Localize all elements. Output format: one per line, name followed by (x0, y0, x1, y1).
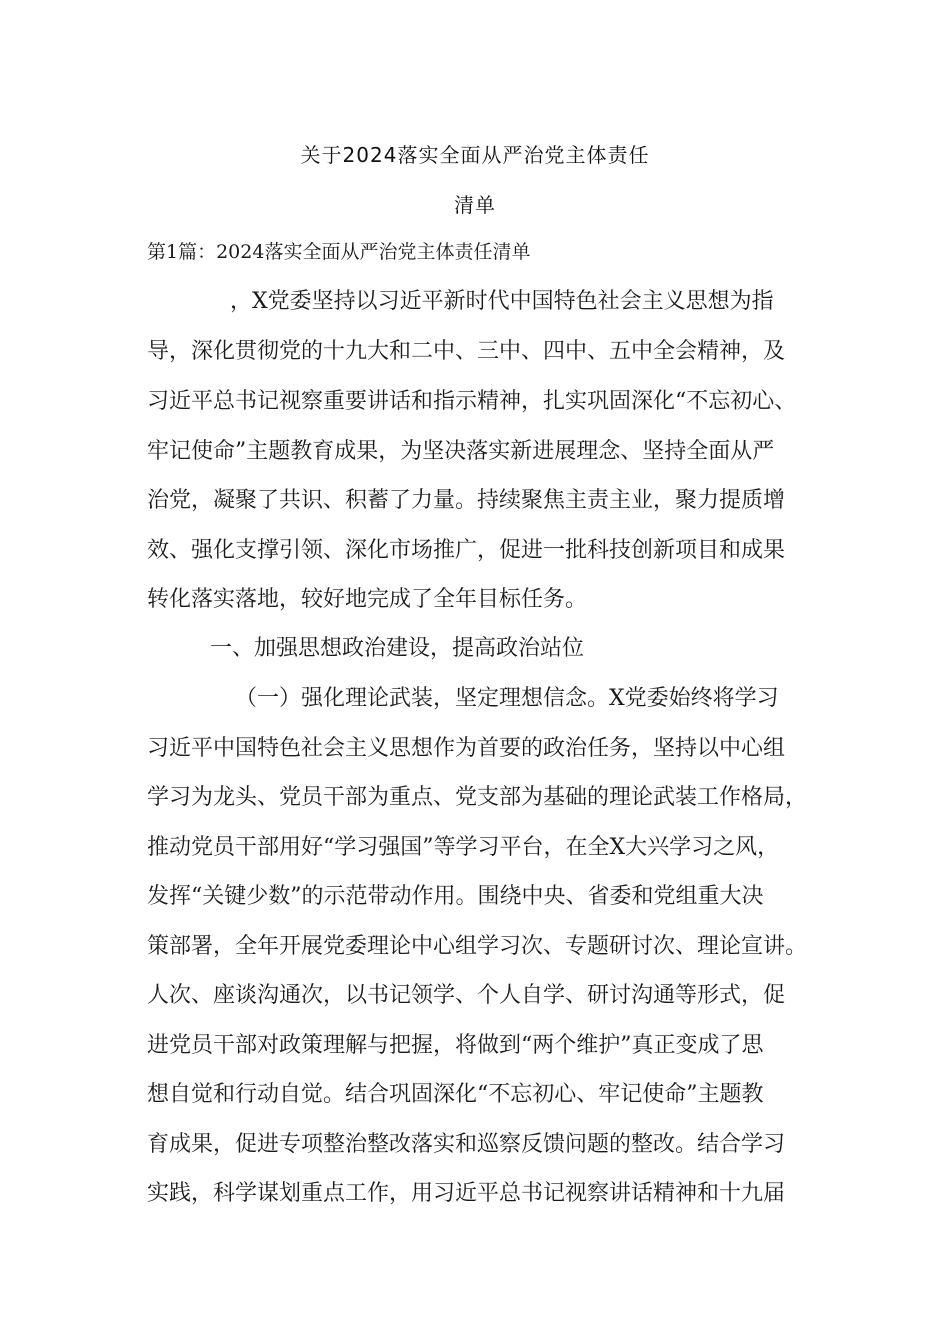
document-title-line-2: 清单 (454, 193, 496, 217)
body-text-line: 想自觉和行动自觉。结合巩固深化“不忘初心、牢记使命”主题教 (147, 1082, 764, 1107)
body-text-line: 习近平总书记视察重要讲话和指示精神，扎实巩固深化“不忘初心、 (147, 389, 797, 414)
body-text-line: ，X党委坚持以习近平新时代中国特色社会主义思想为指 (230, 289, 774, 314)
body-text-line: 进党员干部对政策理解与把握，将做到“两个维护”真正变成了思 (147, 1033, 764, 1058)
body-text-line: （一）强化理论武装，坚定理想信念。X党委始终将学习 (235, 686, 779, 711)
body-text-line: 策部署，全年开展党委理论中心组学习次、专题研讨次、理论宣讲。 (147, 934, 808, 959)
body-text-line: 育成果，促进专项整治整改落实和巡察反馈问题的整改。结合学习 (147, 1132, 786, 1157)
body-text-line: 发挥“关键少数”的示范带动作用。围绕中央、省委和党组重大决 (147, 884, 764, 909)
section-heading: 第1篇：2024落实全面从严治党主体责任清单 (147, 241, 531, 263)
body-text-line: 学习为龙头、党员干部为重点、党支部为基础的理论武装工作格局， (147, 785, 808, 810)
document-title-line-1: 关于2024落实全面从严治党主体责任 (300, 143, 650, 167)
body-text-line: 治党，凝聚了共识、积蓄了力量。持续聚焦主责主业，聚力提质增 (147, 488, 786, 513)
body-text-line: 转化落实落地，较好地完成了全年目标任务。 (147, 587, 588, 612)
body-text-line: 效、强化支撑引领、深化市场推广，促进一批科技创新项目和成果 (147, 538, 786, 563)
body-text-line: 导，深化贯彻党的十九大和二中、三中、四中、五中全会精神，及 (147, 339, 786, 364)
section-subheading: 一、加强思想政治建设，提高政治站位 (210, 636, 585, 661)
body-text-line: 牢记使命”主题教育成果，为坚决落实新进展理念、坚持全面从严 (147, 439, 775, 464)
body-text-line: 人次、座谈沟通次，以书记领学、个人自学、研讨沟通等形式，促 (147, 983, 786, 1008)
body-text-line: 推动党员干部用好“学习强国”等学习平台，在全X大兴学习之风， (147, 835, 780, 860)
body-text-line: 习近平中国特色社会主义思想作为首要的政治任务，坚持以中心组 (147, 736, 786, 761)
body-text-line: 实践，科学谋划重点工作，用习近平总书记视察讲话精神和十九届 (147, 1181, 786, 1206)
